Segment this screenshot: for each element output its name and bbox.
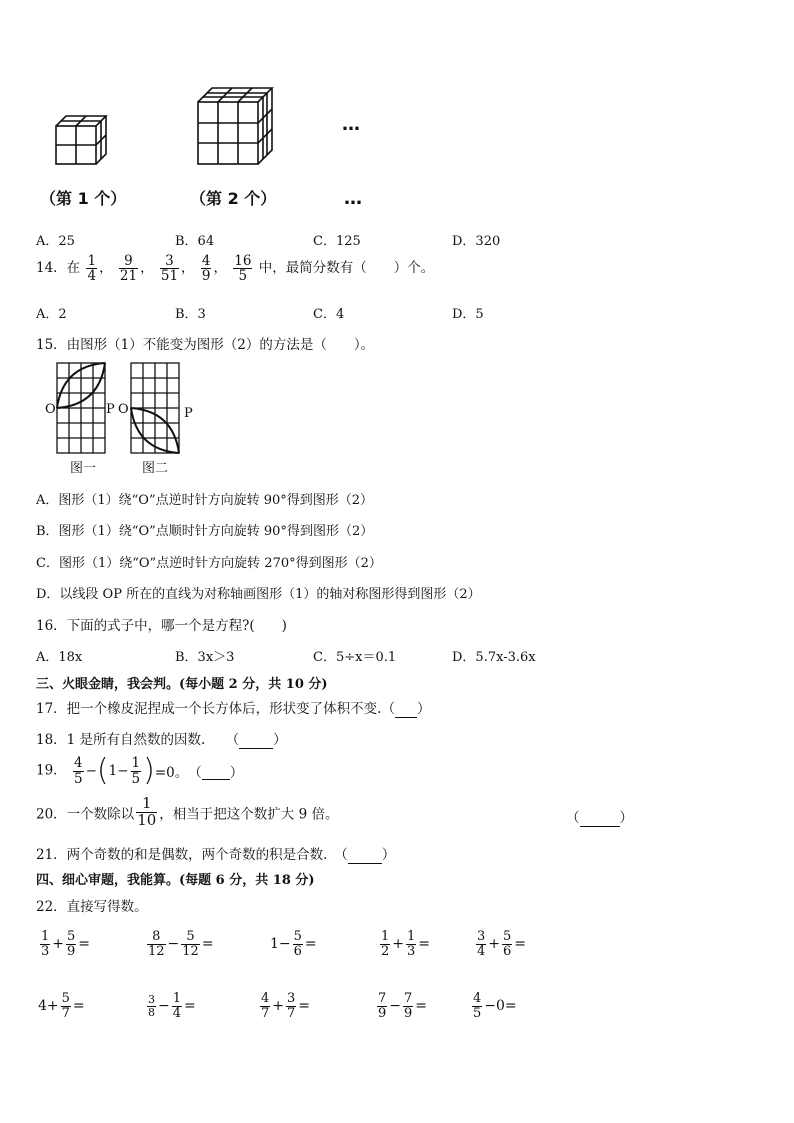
- question-14: 14．在 $\frac{1}{4}$ ， $\frac{9}{21}$ ， $\frac{3}{51}$ ， $\frac{4}{9}$ ， $\frac{16}{5}$ 中，最简分数有（ ）个。: [36, 253, 435, 285]
- fig2-label-p: P: [184, 406, 193, 421]
- q14-option-a[interactable]: A．2: [36, 307, 67, 322]
- q14-suffix: 中，最简分数有（ ）个。: [258, 260, 435, 277]
- calc-r1-5[interactable]: $\frac{3}{4}$ + $\frac{5}{6}$ =: [477, 929, 527, 959]
- q18-answer-blank[interactable]: [239, 732, 273, 749]
- grid-figure-2: [130, 362, 180, 454]
- cube-figure-1: [50, 110, 112, 168]
- calc-r2-5[interactable]: $\frac{4}{5}$ −0=: [473, 991, 517, 1021]
- q13-option-a[interactable]: A．25: [36, 234, 75, 249]
- q14-frac-5: $\frac{16}{5}$: [234, 253, 252, 285]
- cube-figure-2: [192, 82, 282, 168]
- q14-frac-3: $\frac{3}{51}$: [160, 253, 179, 285]
- section-3-heading: 三、火眼金睛，我会判。(每小题 2 分，共 10 分): [36, 677, 328, 692]
- q14-option-d[interactable]: D．5: [452, 307, 484, 322]
- q15-option-d[interactable]: D．以线段 OP 所在的直线为对称轴画图形（1）的轴对称图形得到图形（2）: [36, 587, 481, 602]
- grid-figure-1: [56, 362, 106, 454]
- q15-option-b[interactable]: B．图形（1）绕“O”点顺时针方向旋转 90°得到图形（2）: [36, 524, 374, 539]
- fig2-label-o: O: [118, 402, 129, 417]
- q14-frac-4: $\frac{4}{9}$: [201, 253, 211, 285]
- q20-answer-paren: （ ）: [566, 810, 633, 826]
- calc-r2-2[interactable]: $\frac{3}{8}$ − $\frac{1}{4}$ =: [148, 991, 196, 1021]
- q14-option-c[interactable]: C．4: [313, 307, 345, 322]
- q20-answer-blank[interactable]: [580, 810, 620, 827]
- q16-option-b[interactable]: B．3x＞3: [175, 650, 235, 665]
- calc-r2-4[interactable]: $\frac{7}{9}$ − $\frac{7}{9}$ =: [378, 991, 428, 1021]
- ellipsis-top: …: [342, 114, 360, 135]
- question-18: 18．1 是所有自然数的因数. （ ）: [36, 732, 287, 748]
- question-19: 19． $\frac{4}{5}$ −(1− $\frac{1}{5}$ )=0。 （ ）: [36, 753, 244, 788]
- calc-r2-1[interactable]: 4+ $\frac{5}{7}$ =: [38, 991, 85, 1021]
- calc-r1-3[interactable]: 1− $\frac{5}{6}$ =: [270, 929, 317, 959]
- calc-r1-2[interactable]: $\frac{8}{12}$ − $\frac{5}{12}$ =: [148, 929, 214, 959]
- question-15: 15．由图形（1）不能变为图形（2）的方法是（ ）。: [36, 337, 375, 353]
- calc-r1-1[interactable]: $\frac{1}{3}$ + $\frac{5}{9}$ =: [41, 929, 91, 959]
- q16-option-c[interactable]: C．5÷x＝0.1: [313, 650, 397, 665]
- figure-2-label: （第 2 个）: [190, 189, 277, 208]
- calc-r1-4[interactable]: $\frac{1}{2}$ + $\frac{1}{3}$ =: [381, 929, 431, 959]
- q14-prefix: 14．在: [36, 260, 81, 277]
- question-21: 21．两个奇数的和是偶数，两个奇数的积是合数. （ ）: [36, 847, 396, 863]
- fig1-caption: 图一: [70, 461, 97, 476]
- q13-option-c[interactable]: C．125: [313, 234, 361, 249]
- q14-option-b[interactable]: B．3: [175, 307, 206, 322]
- q17-answer-blank[interactable]: [395, 701, 417, 718]
- ellipsis-bottom: …: [344, 188, 362, 209]
- fig1-label-o: O: [45, 402, 56, 417]
- question-17: 17．把一个橡皮泥捏成一个长方体后，形状变了体积不变.（ ）: [36, 701, 431, 717]
- q19-frac-1: $\frac{4}{5}$: [73, 755, 83, 787]
- q14-frac-1: $\frac{1}{4}$: [87, 253, 97, 285]
- fig2-caption: 图二: [142, 461, 169, 476]
- question-16: 16．下面的式子中，哪一个是方程?( ): [36, 618, 287, 634]
- q13-option-d[interactable]: D．320: [452, 234, 501, 249]
- q19-left-paren: (: [96, 753, 109, 788]
- q19-answer-blank[interactable]: [202, 763, 230, 780]
- q20-frac: $\frac{1}{10}$: [137, 794, 157, 829]
- q19-frac-2: $\frac{1}{5}$: [131, 755, 141, 787]
- q21-answer-blank[interactable]: [348, 847, 382, 864]
- q13-option-b[interactable]: B．64: [175, 234, 215, 249]
- q14-frac-2: $\frac{9}{21}$: [119, 253, 138, 285]
- q16-option-d[interactable]: D．5.7x-3.6x: [452, 650, 536, 665]
- figure-1-label: （第 1 个）: [40, 189, 127, 208]
- q19-right-paren: ): [143, 753, 155, 788]
- q15-option-a[interactable]: A．图形（1）绕“O”点逆时针方向旋转 90°得到图形（2）: [36, 493, 374, 508]
- fig1-label-p: P: [106, 402, 115, 417]
- section-4-heading: 四、细心审题，我能算。(每题 6 分，共 18 分): [36, 873, 315, 888]
- q15-option-c[interactable]: C．图形（1）绕“O”点逆时针方向旋转 270°得到图形（2）: [36, 556, 382, 571]
- question-20: 20．一个数除以 $\frac{1}{10}$ ，相当于把这个数扩大 9 倍。: [36, 794, 339, 829]
- q16-option-a[interactable]: A．18x: [36, 650, 83, 665]
- calc-r2-3[interactable]: $\frac{4}{7}$ + $\frac{3}{7}$ =: [261, 991, 311, 1021]
- question-22: 22．直接写得数。: [36, 899, 148, 915]
